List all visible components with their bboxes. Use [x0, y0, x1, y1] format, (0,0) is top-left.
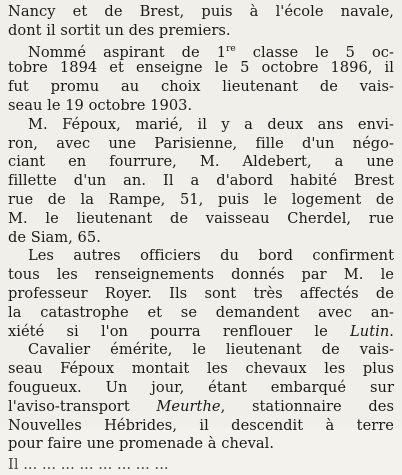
text-line: Cavalier émérite, le lieutenant de vais- — [28, 341, 394, 359]
text-line: fillette d'un an. Il a d'abord habité Brest — [8, 172, 394, 190]
paragraph — [8, 3, 394, 41]
superscript: re — [226, 44, 236, 55]
text-line: xiété si l'on pourra renflouer le Lutin. — [8, 322, 394, 340]
text-line: fut promu au choix lieutenant de vais- — [8, 78, 394, 96]
text-line: ciant en fourrure, M. Aldebert, a une — [8, 153, 394, 171]
text-line: seau le 19 octobre 1903. — [8, 96, 193, 114]
text-line: tobre 1894 et enseigne le 5 octobre 1896, il — [8, 59, 394, 77]
paragraph — [8, 116, 394, 248]
italic-word: Lutin — [350, 322, 390, 340]
text-line: ron, avec une Parisienne, fille d'un négo- — [8, 134, 394, 152]
text-line: dont il sortit un des premiers. — [8, 21, 231, 39]
italic-word: Meurthe — [156, 397, 221, 415]
text-line: Nancy et de Brest, puis à l'école navale, — [8, 3, 394, 20]
text-line: Les autres officiers du bord confirment — [28, 247, 394, 265]
text-line: tous les renseignements donnés par M. le — [8, 266, 394, 284]
text-line: l'aviso-transport Meurthe, stationnaire des — [8, 397, 394, 415]
text-line: Nouvelles Hébrides, il descendit à terre — [8, 416, 394, 434]
text-line: rue de la Rampe, 51, puis le logement de — [8, 190, 394, 208]
cut-off-line: Il ... ... ... ... ... ... ... ... — [8, 456, 169, 474]
paragraph — [8, 341, 394, 454]
text-line: de Siam, 65. — [8, 228, 101, 246]
text-line: seau Fépoux montait les chevaux les plus — [8, 360, 394, 378]
paragraph — [8, 41, 394, 116]
article-column — [8, 3, 394, 473]
text-line — [8, 41, 394, 60]
text-line: professeur Royer. Ils sont très affectés de — [8, 284, 394, 302]
text-line: pour faire une promenade à cheval. — [8, 435, 275, 453]
text-line: M. Fépoux, marié, il y a deux ans envi- — [28, 115, 394, 133]
text-line: la catastrophe et se demandent avec an- — [8, 303, 394, 321]
text-line: fougueux. Un jour, étant embarqué sur — [8, 378, 394, 396]
text-fragment: Nommé aspirant de 1re classe le 5 oc- — [28, 44, 395, 62]
text-line: M. le lieutenant de vaisseau Cherdel, rue — [8, 209, 394, 227]
paragraph — [8, 247, 394, 341]
